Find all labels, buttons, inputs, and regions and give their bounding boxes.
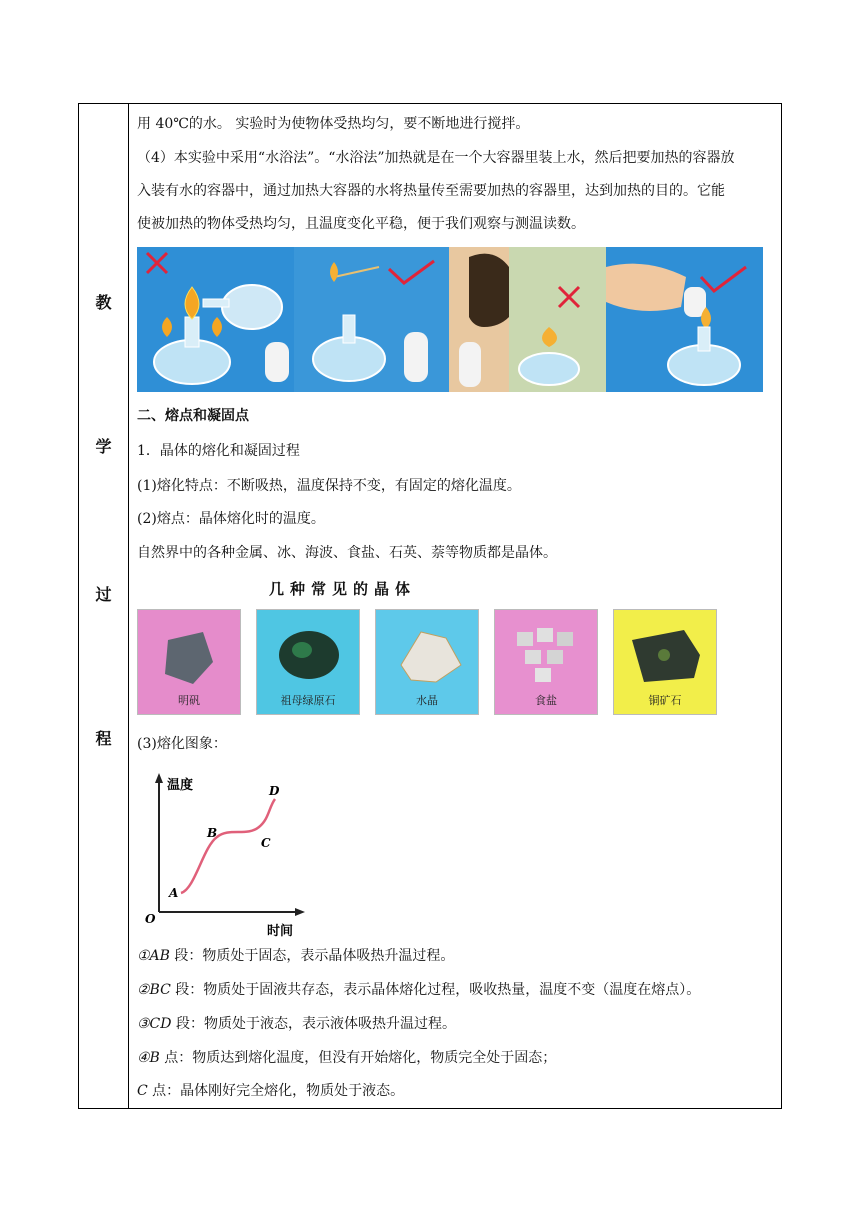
crystal-label: 铜矿石 <box>648 694 682 707</box>
segment-mark: ③CD <box>137 1016 172 1032</box>
crystal-card-emerald <box>256 609 360 715</box>
desc-c <box>137 1081 404 1101</box>
segment-text: 点：晶体刚好完全熔化，物质处于液态。 <box>147 1083 405 1099</box>
segment-mark: C <box>137 1083 148 1099</box>
segment-mark: ④B <box>137 1050 160 1066</box>
desc-cd <box>137 1014 456 1034</box>
panel-cap-extinguish <box>606 247 763 392</box>
paragraph-line: 1．晶体的熔化和凝固过程 <box>137 443 300 459</box>
paragraph-line: 入装有水的容器中，通过加热大容器的水将热量传至需要加热的容器里，达到加热的目的。它能 <box>137 183 725 199</box>
melting-graph <box>137 767 317 937</box>
graph-point-d: D <box>269 784 280 798</box>
paragraph-line: (2)熔点：晶体熔化时的温度。 <box>137 511 325 527</box>
segment-text: 段：物质处于固液共存态，表示晶体熔化过程，吸收热量，温度不变（温度在熔点）。 <box>170 982 701 998</box>
column-divider <box>128 104 129 1108</box>
crystal-label: 水晶 <box>416 694 438 707</box>
desc-bc <box>137 980 700 1000</box>
label-char-4: 程 <box>95 729 112 748</box>
crystal-label: 食盐 <box>535 694 557 707</box>
left-label-column <box>79 104 128 1108</box>
crystal-card-copper-ore <box>613 609 717 715</box>
graph-point-a: A <box>169 886 179 900</box>
graph-xlabel: 时间 <box>267 924 294 937</box>
check-mark-icon <box>389 261 434 283</box>
panel-match-light <box>294 247 449 392</box>
alcohol-lamp-illustration <box>137 247 763 392</box>
graph-point-c: C <box>261 836 271 850</box>
segment-mark: ①AB <box>137 948 170 964</box>
crystals-title: 几种常见的晶体 <box>269 580 417 598</box>
crystal-label: 明矾 <box>178 694 200 707</box>
graph-ylabel: 温度 <box>167 778 194 793</box>
segment-text: 段：物质处于液态，表示液体吸热升温过程。 <box>171 1016 456 1032</box>
lesson-table <box>78 103 782 1109</box>
graph-point-b: B <box>207 826 218 840</box>
check-mark-icon <box>701 267 746 291</box>
paragraph-line: (1)熔化特点：不断吸热，温度保持不变，有固定的熔化温度。 <box>137 478 521 494</box>
paragraph-line: （4）本实验中采用“水浴法”。“水浴法”加热就是在一个大容器里装上水，然后把要加热的容器放 <box>137 150 735 166</box>
paragraph-line: (3)熔化图象： <box>137 736 227 752</box>
label-char-2: 学 <box>95 437 112 456</box>
crystal-cards <box>137 609 777 715</box>
crystal-card-alum <box>137 609 241 715</box>
desc-ab <box>137 946 454 966</box>
paragraph-line: 使被加热的物体受热均匀，且温度变化平稳，便于我们观察与测温读数。 <box>137 216 585 232</box>
segment-text: 段：物质处于固态，表示晶体吸热升温过程。 <box>169 948 455 964</box>
section-title: 二、熔点和凝固点 <box>137 408 249 424</box>
paragraph-line: 自然界中的各种金属、冰、海波、食盐、石英、萘等物质都是晶体。 <box>137 545 557 561</box>
segment-mark: ②BC <box>137 982 171 998</box>
cross-mark-icon <box>147 253 167 273</box>
crystal-card-quartz <box>375 609 479 715</box>
crystal-card-salt <box>494 609 598 715</box>
desc-b <box>137 1048 556 1068</box>
panel-lamp-to-lamp <box>137 247 294 392</box>
paragraph-line: 用 40℃的水。 实验时为使物体受热均匀，要不断地进行搅拌。 <box>137 116 530 132</box>
segment-text: 点：物质达到熔化温度，但没有开始熔化，物质完全处于固态； <box>159 1050 557 1066</box>
crystal-label: 祖母绿原石 <box>280 694 336 707</box>
label-char-3: 过 <box>95 585 112 604</box>
graph-origin: O <box>145 912 156 926</box>
panel-blow-out <box>449 247 606 392</box>
label-char-1: 教 <box>95 293 112 312</box>
